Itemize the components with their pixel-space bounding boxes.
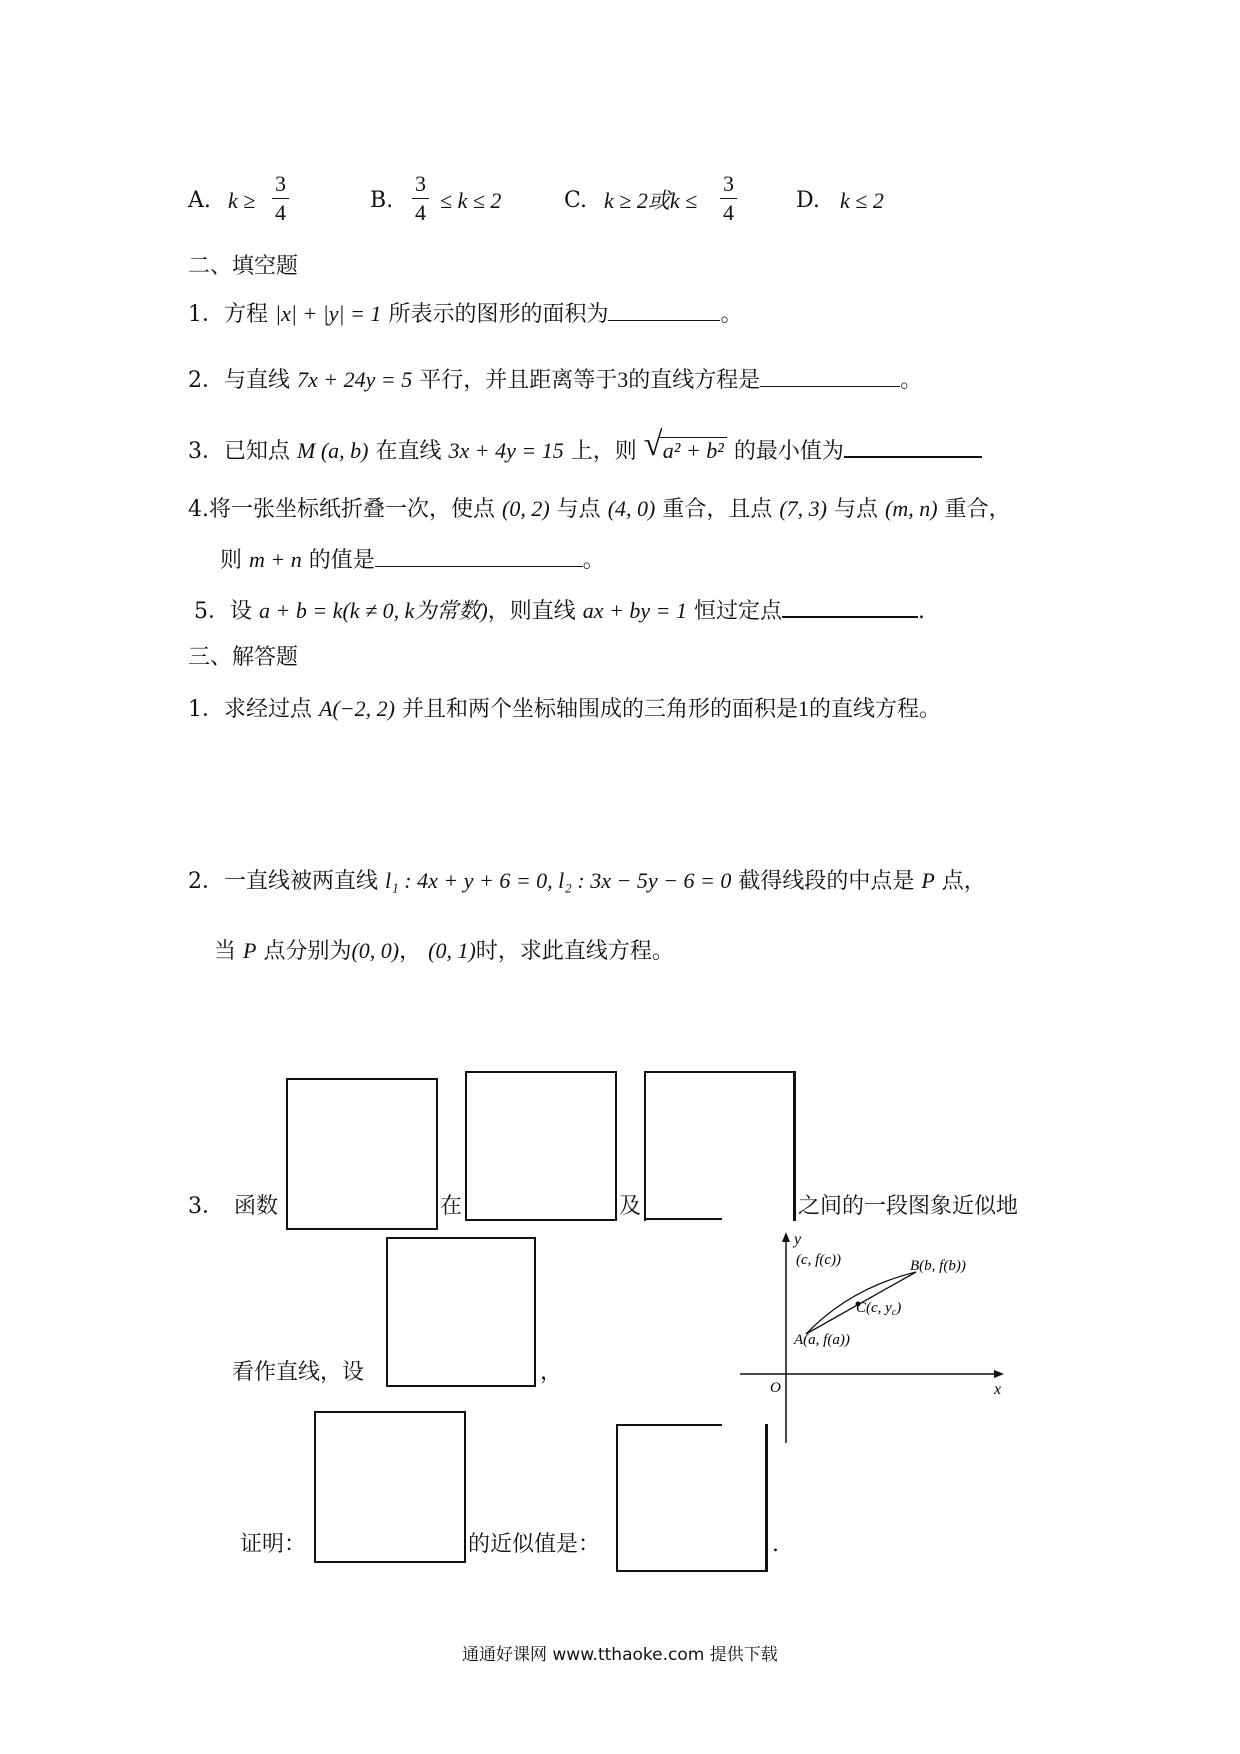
solve-q3-text-f: ， <box>540 1360 563 1385</box>
formula-box-b-bottom <box>644 1218 722 1220</box>
solve-q2-p2: P <box>243 938 257 963</box>
fill-q4-text-d: 与点 <box>834 497 879 522</box>
fill-q1-end: 。 <box>720 302 743 327</box>
graph-fc-label: (c, f(c)) <box>796 1252 841 1268</box>
choice-b-den: 4 <box>415 200 426 225</box>
fill-q2-end: 。 <box>900 368 923 393</box>
fill-q2-blank[interactable] <box>760 364 900 387</box>
fill-q3-text-c: 上，则 <box>570 439 637 464</box>
fill-q1-math: |x| + |y| = 1 <box>275 301 382 326</box>
fill-q3-math-line: 3x + 4y = 15 <box>448 438 564 463</box>
fill-q4-text-f: 则 <box>220 548 243 573</box>
choice-a-label: A. <box>188 188 211 213</box>
solve-q2-text-e: 点分别为 <box>263 939 352 964</box>
solve-q3-num: 3． <box>188 1194 224 1219</box>
choice-d-math: k ≤ 2 <box>840 188 884 213</box>
graph-y-label: y <box>794 1231 802 1248</box>
solve-q2-num: 2． <box>188 869 224 894</box>
choice-c-math: k ≥ 2或k ≤ <box>604 188 698 213</box>
solve-q2-text-b: 截得线段的中点是 <box>738 869 915 894</box>
fill-q4-point4: (m, n) <box>885 496 938 521</box>
fill-q5-math-line: ax + by = 1 <box>582 598 687 623</box>
fill-q4-point2: (4, 0) <box>607 496 656 521</box>
formula-box-function <box>286 1078 438 1230</box>
fill-q4-text-b: 与点 <box>556 497 601 522</box>
choice-b-math: ≤ k ≤ 2 <box>440 188 502 213</box>
solve-q3-text-e: 看作直线，设 <box>232 1360 365 1385</box>
fill-q3-text-b: 在直线 <box>375 439 442 464</box>
x-axis-arrow <box>994 1370 1004 1378</box>
solve-q2-point1: (0, 0) <box>351 938 400 963</box>
fill-q4-math: m + n <box>249 547 302 572</box>
choice-a-num: 3 <box>272 170 289 199</box>
fill-q3-math-point: M (a, b) <box>297 438 369 463</box>
choice-c-label: C. <box>564 188 588 213</box>
solve-q2-line2 <box>214 936 674 967</box>
fill-q4-num: 4. <box>188 497 209 522</box>
solve-q1-text-c: 的直线方程。 <box>808 697 941 722</box>
fill-q4-text-e: 重合， <box>944 497 1011 522</box>
fill-q1 <box>188 298 742 330</box>
solve-q2-math: l₁ : 4x + y + 6 = 0, l₂ : 3x − 5y − 6 = 0 <box>385 868 732 893</box>
fill-q1-text-b: 所表示的图形的面积为 <box>388 302 609 327</box>
fill-q3-num: 3． <box>188 439 224 464</box>
solve-q2-p: P <box>921 868 935 893</box>
fill-q4-point1: (0, 2) <box>502 496 550 521</box>
fill-q2-math: 7x + 24y = 5 <box>297 367 413 392</box>
fill-q1-text-a: 方程 <box>224 302 269 327</box>
formula-box-setting <box>386 1237 536 1387</box>
fill-q1-num: 1． <box>188 302 224 327</box>
function-graph <box>730 1228 1020 1448</box>
fill-q5-text-b: ，则直线 <box>487 599 576 624</box>
solve-q3-text-a: 函数 <box>234 1194 279 1219</box>
fill-q5-text-c: 恒过定点 <box>693 599 782 624</box>
graph-x-label: x <box>994 1381 1002 1398</box>
graph-cc-label-close: ) <box>896 1300 902 1316</box>
solve-q1 <box>188 694 941 725</box>
fill-q4-text-c: 重合，且点 <box>662 497 773 522</box>
choice-b-num: 3 <box>412 170 429 199</box>
fill-q3-text-d: 的最小值为 <box>733 439 844 464</box>
solve-q2-text-a: 一直线被两直线 <box>224 869 379 894</box>
fill-q1-blank[interactable] <box>608 298 720 321</box>
fill-q2-text-c: 的直线方程是 <box>628 368 761 393</box>
fill-q3-radicand: a² + b² <box>660 437 727 463</box>
graph-b-label: B(b, f(b)) <box>910 1258 966 1274</box>
formula-box-result-top <box>616 1424 722 1426</box>
graph-a-label: A(a, f(a)) <box>794 1332 850 1348</box>
fill-q4-line1 <box>188 494 1011 525</box>
solve-q1-text-b: 并且和两个坐标轴围成的三角形的面积是 <box>401 697 798 722</box>
fill-q4-blank[interactable] <box>375 544 583 567</box>
choice-a-math: k ≥ <box>228 188 256 213</box>
fill-q2-text-b: 平行，并且距离等于 <box>419 368 618 393</box>
fill-q2-number: 3 <box>617 367 629 392</box>
solve-q3-text-d: 之间的一段图象近似地 <box>798 1194 1019 1219</box>
solve-q2-text-d: 当 <box>214 939 237 964</box>
choice-b-label: B. <box>370 188 394 213</box>
solve-q2-text-g: 时，求此直线方程。 <box>475 939 674 964</box>
solve-q3-text-c: 及 <box>619 1194 642 1219</box>
y-axis-arrow <box>782 1232 790 1242</box>
fill-q2 <box>188 364 922 396</box>
fill-q2-text-a: 与直线 <box>224 368 291 393</box>
fill-q4-line2 <box>220 544 605 576</box>
fill-q5 <box>194 594 925 627</box>
fill-q5-math-cond: a + b = k(k ≠ 0, k为常数) <box>259 598 488 623</box>
choice-b-fraction <box>412 170 429 227</box>
solve-q1-number: 1 <box>797 696 809 721</box>
choice-a-den: 4 <box>275 200 286 225</box>
fill-q3-blank[interactable] <box>844 434 982 458</box>
fill-section-heading: 二、填空题 <box>188 254 299 279</box>
graph-cc-label <box>856 1300 901 1318</box>
choice-c-den: 4 <box>723 200 734 225</box>
fill-q5-end: . <box>918 599 925 624</box>
choice-c-num: 3 <box>720 170 737 199</box>
fill-q4-text-a: 将一张坐标纸折叠一次，使点 <box>209 497 496 522</box>
solve-q1-math: A(−2, 2) <box>319 696 395 721</box>
solve-q3-text-g: 证明： <box>240 1532 307 1557</box>
fill-q2-num: 2． <box>188 368 224 393</box>
solve-q2-point2: (0, 1) <box>428 938 476 963</box>
fill-q3 <box>188 426 982 467</box>
fill-q3-radical: √ a² + b² <box>644 436 727 466</box>
fill-q5-num: 5． <box>194 599 230 624</box>
page-footer: 通通好课网 www.tthaoke.com 提供下载 <box>462 1645 778 1665</box>
solve-q2-line1 <box>188 866 986 897</box>
solve-q3-text-h: 的近似值是： <box>468 1532 601 1557</box>
choice-d-label: D. <box>796 188 820 213</box>
fill-q4-text-g: 的值是 <box>308 548 375 573</box>
solve-q1-text-a: 求经过点 <box>224 697 313 722</box>
graph-cc-label-sub: c <box>891 1307 897 1318</box>
fill-q5-blank[interactable] <box>782 594 918 618</box>
solve-q3-end: . <box>772 1532 779 1557</box>
fill-q3-text-a: 已知点 <box>224 439 291 464</box>
solve-q2-text-f: ， <box>399 939 422 964</box>
solve-q2-text-c: 点， <box>941 869 986 894</box>
choice-a-fraction <box>272 170 289 227</box>
formula-box-b <box>644 1071 796 1221</box>
solve-q1-num: 1． <box>188 697 224 722</box>
solve-section-heading: 三、解答题 <box>188 645 299 670</box>
fill-q4-point3: (7, 3) <box>779 496 828 521</box>
choice-c-fraction <box>720 170 737 227</box>
formula-box-a <box>465 1071 617 1221</box>
graph-cc-label-main: C(c, y <box>856 1300 892 1316</box>
graph-origin-label: O <box>770 1380 781 1396</box>
formula-box-expression <box>314 1411 466 1563</box>
fill-q4-end: 。 <box>582 548 605 573</box>
fill-q5-text-a: 设 <box>230 599 253 624</box>
solve-q3-text-b: 在 <box>440 1194 463 1219</box>
